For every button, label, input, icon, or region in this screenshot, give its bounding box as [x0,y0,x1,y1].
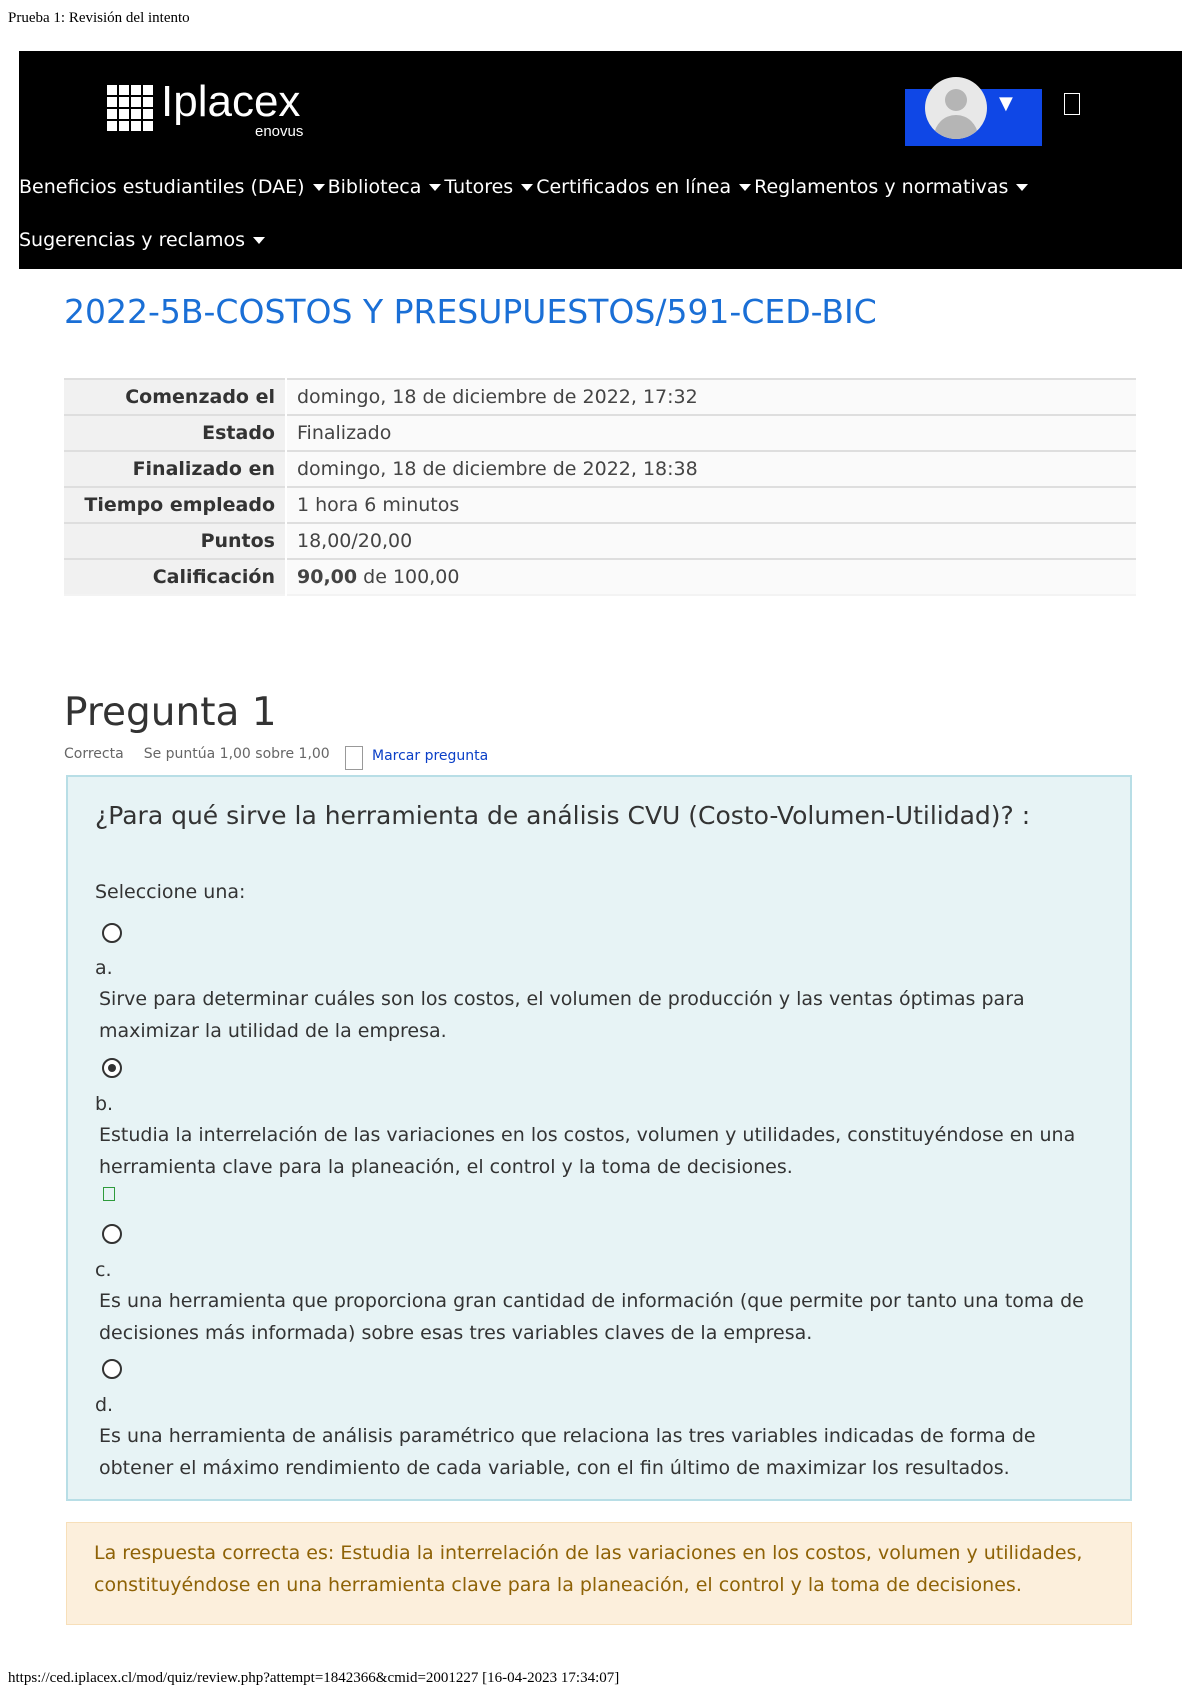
option-c-text: Es una herramienta que proporciona gran cantidad de información (que permite por tanto una toma de decisiones más informada) sobre esas tres variables claves de la empresa. [99,1290,1084,1344]
option-b-letter: b. [95,1093,114,1115]
caret-down-icon [521,184,533,191]
option-a-letter: a. [95,957,113,979]
correct-answer-feedback [66,1522,1132,1625]
summary-label: Estado [64,415,286,451]
print-header: Prueba 1: Revisión del intento [8,10,190,26]
nav-item-label: Sugerencias y reclamos [19,229,246,251]
print-footer: https://ced.iplacex.cl/mod/quiz/review.php?attempt=1842366&cmid=2001227 [16-04-2023 17:34:07] [8,1670,620,1686]
flag-question-checkbox[interactable] [345,746,363,770]
nav-item-label: Tutores [444,176,514,198]
question-status: Correcta [64,746,124,762]
question-title: Pregunta 1 [64,690,277,735]
summary-label: Puntos [64,523,286,559]
option-a-text: Sirve para determinar cuáles son los costos, el volumen de producción y las ventas óptimas para maximizar la utilidad de la empresa. [99,988,1025,1042]
correct-mark-icon [103,1187,115,1201]
top-navbar [19,51,1182,269]
summary-value [286,559,1136,595]
logo-grid-icon [107,85,153,131]
option-c-letter: c. [95,1259,112,1281]
avatar-icon [925,77,987,139]
caret-down-icon [313,184,325,191]
summary-label: Calificación [64,559,286,595]
attempt-summary-table [64,378,1136,596]
table-row [64,559,1136,595]
question-score: Se puntúa 1,00 sobre 1,00 [143,746,330,762]
select-one-label: Seleccione una: [95,881,246,903]
option-b-radio[interactable] [102,1058,122,1078]
logo-subtitle: enovus [255,123,304,140]
table-row [64,415,1136,451]
caret-down-icon [739,184,751,191]
summary-value: domingo, 18 de diciembre de 2022, 17:32 [286,379,1136,415]
summary-value: 1 hora 6 minutos [286,487,1136,523]
flag-question-link[interactable]: Marcar pregunta [372,748,489,764]
caret-down-icon [429,184,441,191]
main-nav-row-2 [19,229,268,251]
nav-item-certificados[interactable] [536,176,754,198]
nav-item-label: Beneficios estudiantiles (DAE) [19,176,305,198]
summary-value: Finalizado [286,415,1136,451]
nav-item-tutores[interactable] [444,176,536,198]
table-row [64,451,1136,487]
caret-down-icon [253,237,265,244]
summary-value: 18,00/20,00 [286,523,1136,559]
caret-down-icon [1016,184,1028,191]
main-nav-row-1 [19,176,1031,198]
question-content-box [66,775,1132,1501]
table-row [64,379,1136,415]
menu-toggle-icon[interactable] [1064,93,1080,115]
summary-label: Tiempo empleado [64,487,286,523]
option-c-radio[interactable] [102,1224,122,1244]
question-info [64,746,330,762]
table-row [64,523,1136,559]
nav-item-reglamentos[interactable] [754,176,1031,198]
logo-wordmark: Iplacex [161,77,301,126]
course-title[interactable]: 2022-5B-COSTOS Y PRESUPUESTOS/591-CED-BIC [64,292,877,331]
feedback-text: La respuesta correcta es: Estudia la interrelación de las variaciones en los costos, volumen y utilidades, constituyéndose en una herramienta clave para la planeación, el control y la toma de decisiones. [94,1542,1083,1596]
option-d-letter: d. [95,1394,114,1416]
grade-max: de 100,00 [357,566,460,588]
option-d-radio[interactable] [102,1359,122,1379]
question-text: ¿Para qué sirve la herramienta de análisis CVU (Costo-Volumen-Utilidad)? : [95,801,1031,830]
nav-item-beneficios[interactable] [19,176,328,198]
summary-label: Finalizado en [64,451,286,487]
table-row [64,487,1136,523]
option-a-radio[interactable] [102,923,122,943]
grade-value: 90,00 [297,566,358,588]
option-d-text: Es una herramienta de análisis paramétrico que relaciona las tres variables indicadas de forma de obtener el máximo rendimiento de cada variable, con el fin último de maximizar los resultados. [99,1425,1036,1479]
summary-label: Comenzado el [64,379,286,415]
nav-item-biblioteca[interactable] [328,176,445,198]
nav-item-label: Certificados en línea [536,176,732,198]
nav-item-label: Reglamentos y normativas [754,176,1009,198]
nav-item-label: Biblioteca [327,176,422,198]
summary-value: domingo, 18 de diciembre de 2022, 18:38 [286,451,1136,487]
chevron-down-icon: ▼ [999,93,1013,114]
option-b-text: Estudia la interrelación de las variaciones en los costos, volumen y utilidades, constituyéndose en una herramienta clave para la planeación, el control y la toma de decisiones. [99,1124,1076,1178]
nav-item-sugerencias[interactable] [19,229,268,251]
user-menu-button[interactable] [905,89,1042,146]
